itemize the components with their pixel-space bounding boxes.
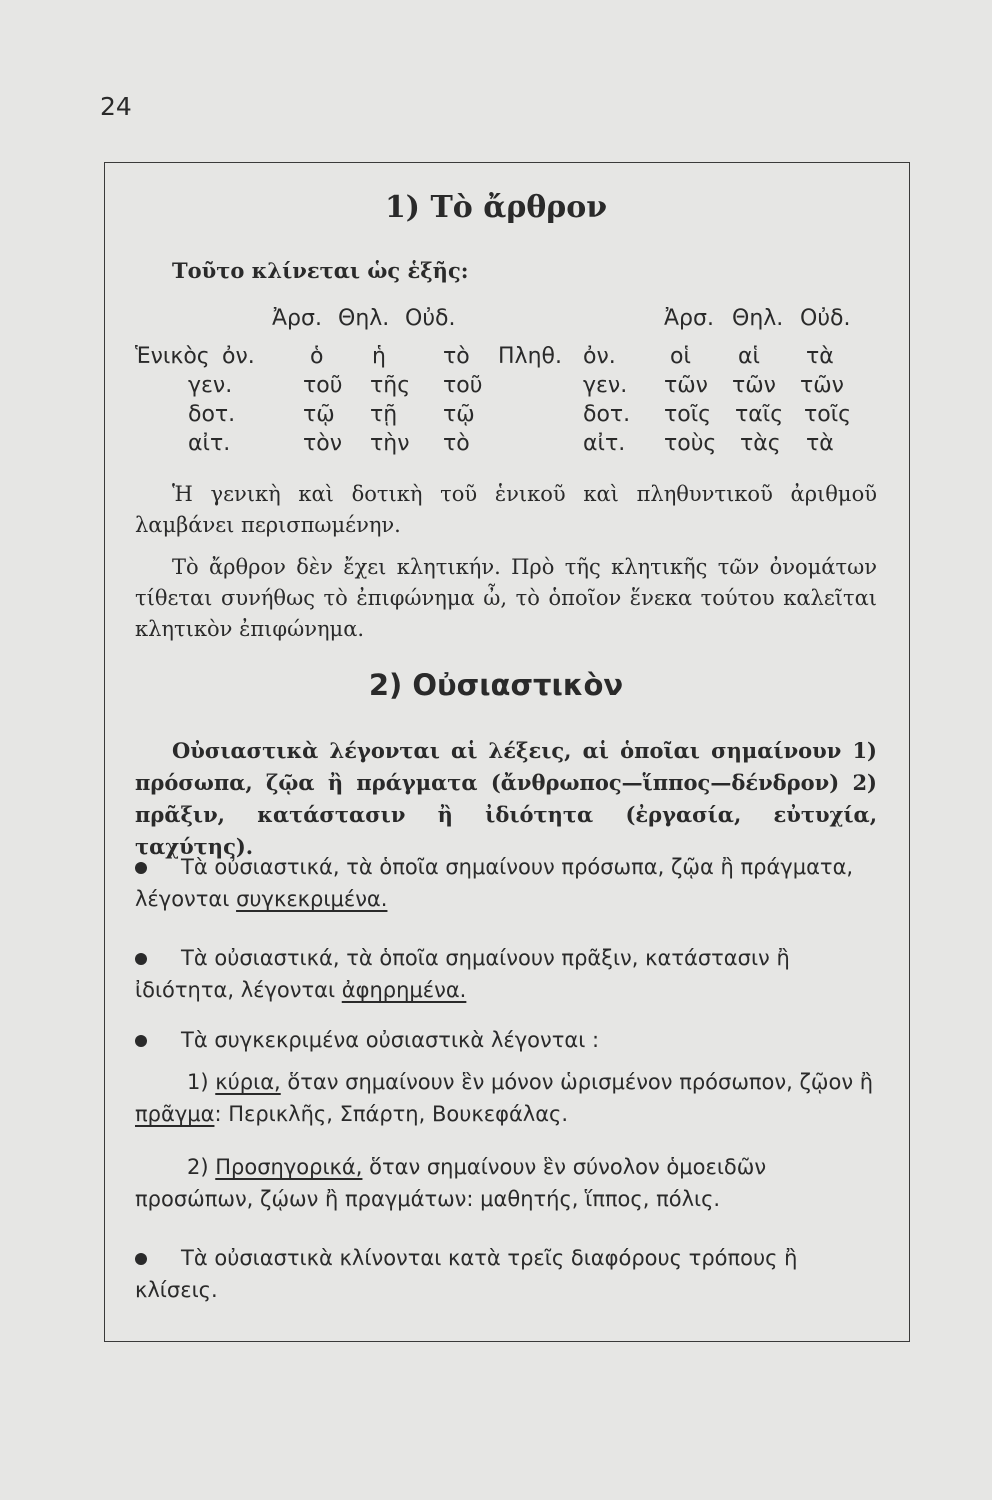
form-cell: τὸν	[303, 431, 342, 456]
header-masc-pl: Ἀρσ.	[664, 306, 714, 331]
bullet-text: Τὰ οὐσιαστικά, τὰ ὁποῖα σημαίνουν πρᾶξιν, κατάστασιν ἢ ἰδιότητα, λέγονται	[135, 946, 790, 1002]
form-cell: τοῦ	[443, 373, 483, 398]
term-concrete: συγκεκριμένα.	[236, 887, 388, 911]
header-fem-pl: Θηλ.	[732, 306, 784, 331]
case-acc-sg: αἰτ.	[188, 431, 231, 456]
form-cell: ταῖς	[735, 402, 784, 427]
form-cell: τὸ	[443, 344, 470, 369]
header-fem-sg: Θηλ.	[338, 306, 390, 331]
case-dat-pl: δοτ.	[583, 402, 631, 427]
note-genitive-dative: Ἡ γενικὴ καὶ δοτικὴ τοῦ ἑνικοῦ καὶ πληθυντικοῦ ἀριθμοῦ λαμβάνει περισπωμένην.	[135, 482, 877, 537]
item-text: ὅταν σημαίνουν ἓν σύνολον ὁμοειδῶν προσώπων, ζῴων ἢ πραγμάτων: μαθητής, ἵππος, πόλις.	[135, 1155, 767, 1211]
case-nom-pl: ὀν.	[583, 344, 616, 369]
bullet-text: Τὰ συγκεκριμένα οὐσιαστικὰ λέγονται :	[181, 1028, 600, 1052]
item-text: : Περικλῆς, Σπάρτη, Βουκεφάλας.	[214, 1102, 569, 1126]
header-masc-sg: Ἀρσ.	[272, 306, 322, 331]
form-cell: τῇ	[370, 402, 398, 427]
bullet-abstract	[135, 942, 877, 1006]
page-number: 24	[100, 92, 132, 121]
bullet-icon	[135, 862, 147, 874]
bullet-icon	[135, 953, 147, 965]
section-title-article: 1) Τὸ ἄρθρον	[384, 190, 608, 225]
bullet-declensions	[135, 1242, 877, 1306]
bullet-concrete	[135, 851, 877, 915]
item-text: ὅταν σημαίνουν ἓν μόνον ὡρισμένον πρόσωπον, ζῷον ἢ	[280, 1070, 874, 1094]
declension-intro: Τοῦτο κλίνεται ὡς ἑξῆς:	[172, 258, 469, 283]
term-abstract: ἀφηρημένα.	[341, 978, 467, 1002]
case-gen-sg: γεν.	[188, 373, 233, 398]
section-title-noun: 2) Οὐσιαστικὸν	[368, 668, 624, 702]
bullet-text: Τὰ οὐσιαστικὰ κλίνονται κατὰ τρεῖς διαφόρους τρόπους ἢ κλίσεις.	[135, 1246, 798, 1302]
form-cell: τὸ	[443, 431, 470, 456]
form-cell: τῶν	[800, 373, 844, 398]
bullet-concrete-types	[135, 1024, 877, 1056]
header-neut-pl: Οὐδ.	[800, 306, 851, 331]
noun-definition: Οὐσιαστικὰ λέγονται αἱ λέξεις, αἱ ὁποῖαι σημαίνουν 1) πρόσωπα, ζῷα ἢ πράγματα (ἄνθρωπος—ἵππος—δένδρον) 2) πρᾶξιν, κατάστασιν ἢ ἰδιότητα (ἐργασία, εὐτυχία, ταχύτης).	[135, 738, 877, 859]
case-gen-pl: γεν.	[583, 373, 628, 398]
header-neut-sg: Οὐδ.	[405, 306, 456, 331]
case-acc-pl: αἰτ.	[583, 431, 626, 456]
form-cell: τὰς	[740, 431, 781, 456]
form-cell: τὴν	[370, 431, 410, 456]
form-cell: οἱ	[670, 344, 691, 369]
form-cell: ἡ	[372, 344, 386, 369]
term-common: Προσηγορικά,	[215, 1155, 363, 1179]
form-cell: τοὺς	[664, 431, 717, 456]
form-cell: ὁ	[310, 344, 324, 369]
form-cell: τοῖς	[664, 402, 712, 427]
note-vocative: Τὸ ἄρθρον δὲν ἔχει κλητικήν. Πρὸ τῆς κλητικῆς τῶν ὀνομάτων τίθεται συνήθως τὸ ἐπιφώνημα ὦ, τὸ ὁποῖον ἕνεκα τούτου καλεῖται κλητικὸν ἐπιφώνημα.	[135, 555, 877, 641]
bullet-icon	[135, 1035, 147, 1047]
singular-label: Ἑνικὸς	[135, 344, 210, 369]
form-cell: τὰ	[806, 431, 834, 456]
form-cell: τῷ	[303, 402, 335, 427]
form-cell: τοῖς	[804, 402, 852, 427]
term-proper: κύρια,	[215, 1070, 281, 1094]
case-dat-sg: δοτ.	[188, 402, 236, 427]
form-cell: τοῦ	[303, 373, 343, 398]
form-cell: τῶν	[664, 373, 708, 398]
form-cell: αἱ	[738, 344, 760, 369]
proper-noun-item	[135, 1066, 877, 1130]
plural-label: Πληθ.	[498, 344, 562, 369]
form-cell: τῆς	[370, 373, 411, 398]
bullet-text: Τὰ οὐσιαστικά, τὰ ὁποῖα σημαίνουν πρόσωπα, ζῷα ἢ πράγματα, λέγονται	[135, 855, 854, 911]
item-number: 1)	[187, 1070, 209, 1094]
case-nom-sg: ὀν.	[222, 344, 255, 369]
term-thing: πρᾶγμα	[135, 1102, 215, 1126]
form-cell: τῷ	[443, 402, 475, 427]
form-cell: τῶν	[732, 373, 776, 398]
item-number: 2)	[187, 1155, 209, 1179]
common-noun-item	[135, 1151, 877, 1215]
bullet-icon	[135, 1253, 147, 1265]
form-cell: τὰ	[806, 344, 834, 369]
